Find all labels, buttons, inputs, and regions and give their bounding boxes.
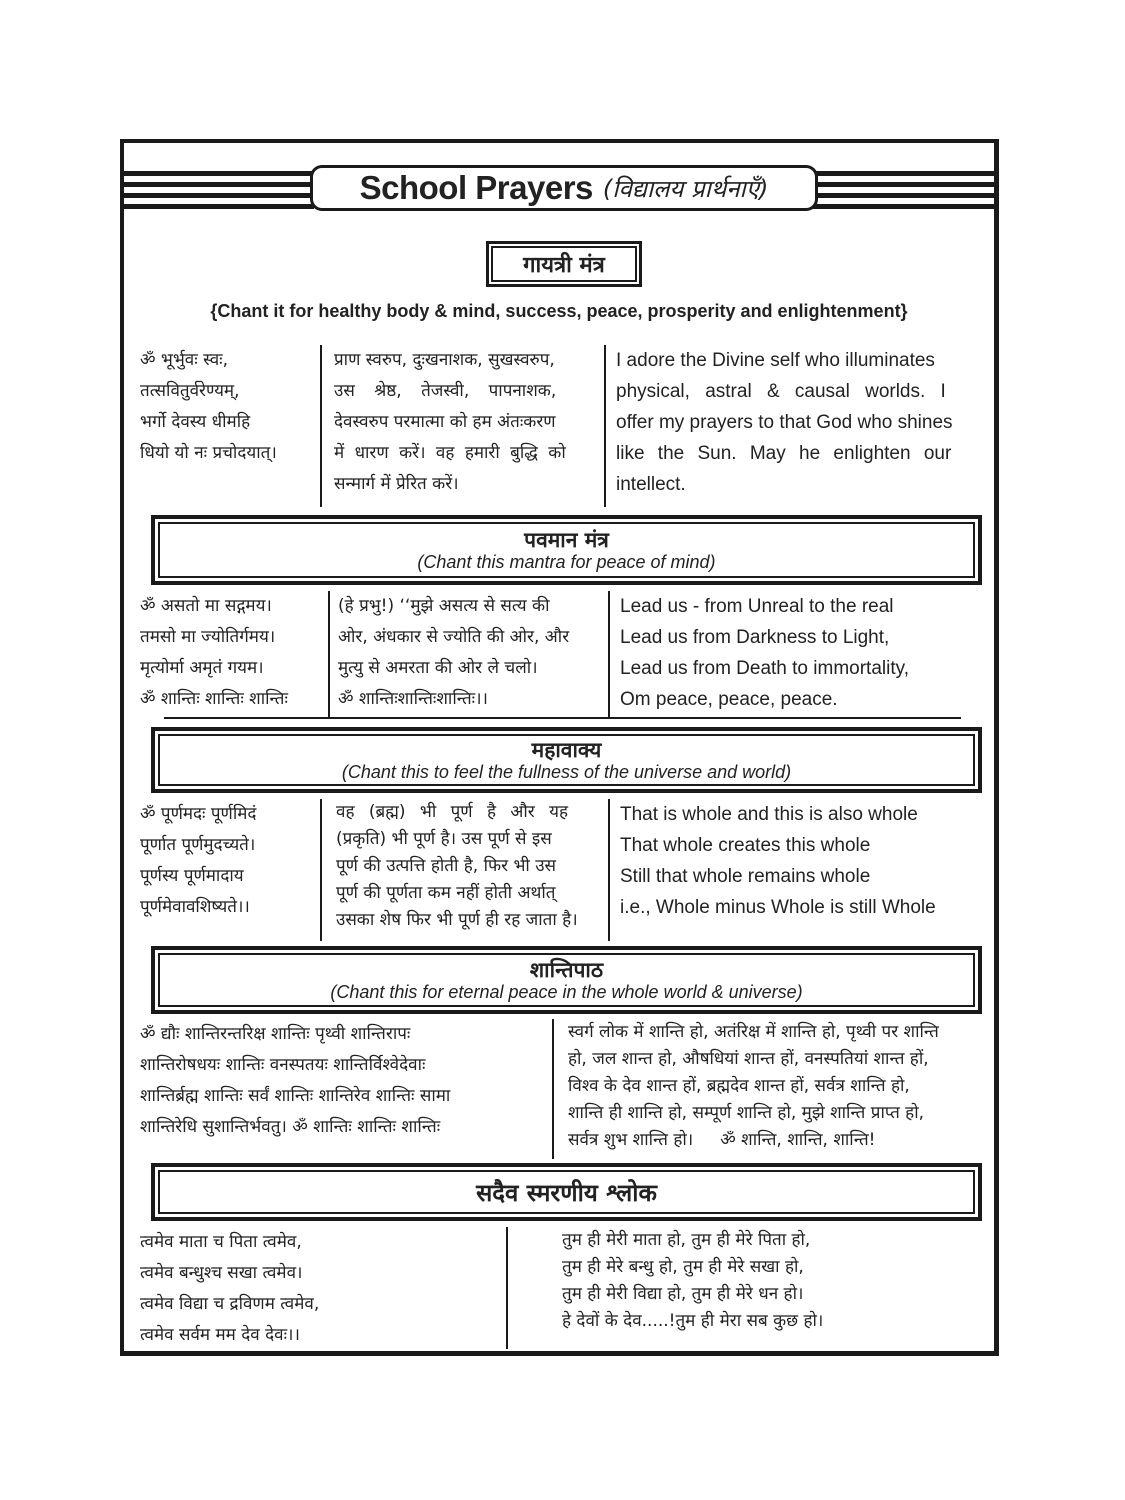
title-stripes-right [809,171,994,209]
smaraniya-columns [140,1227,989,1351]
smaraniya-hindi: तुम ही मेरी माता हो, तुम ही मेरे पिता हो, तुम ही मेरे बन्धु हो, तुम ही मेरे सखा हो, तुम ही मेरी विद्या हो, तुम ही मेरे धन हो। हे देवों के देव.....!तुम ही मेरा सब कुछ हो। [506,1227,989,1349]
mahavakya-hindi: वह (ब्रह्म) भी पूर्ण है और यह (प्रकृति) भी पूर्ण है। उस पूर्ण से इस पूर्ण की उत्पत्ति होती है, फिर भी उस पूर्ण की पूर्णता कम नहीं होती अर्थात् उसका शेष फिर भी पूर्ण ही रह जाता है। [320,799,608,941]
gayatri-sanskrit: ॐ भूर्भुवः स्वः, तत्सवितुर्वरेण्यम्, भर्गो देवस्य धीमहि धियो यो नः प्रचोदयात्। [140,350,277,463]
page-title-hindi: (विद्यालय प्रार्थनाएँ) [602,174,769,203]
section-heading-gayatri: गायत्री मंत्र [486,241,642,287]
shantipath-columns [140,1019,989,1159]
gayatri-columns [140,345,989,507]
mahavakya-columns [140,799,989,941]
pavamana-english: Lead us - from Unreal to the real Lead us from Darkness to Light, Lead us from Death to immortality, Om peace, peace, peace. [608,591,989,717]
title-stripes-left [124,171,314,209]
section-heading-shantipath: शान्तिपाठ (Chant this for eternal peace in the whole world & universe) [151,946,982,1014]
mahavakya-english: That is whole and this is also whole That whole creates this whole Still that whole remains whole i.e., Whole minus Whole is still Whole [608,799,989,941]
page-title [310,165,818,211]
shantipath-hindi: स्वर्ग लोक में शान्ति हो, अतंरिक्ष में शान्ति हो, पृथ्वी पर शान्ति हो, जल शान्त हो, औषधियां शान्त हों, वनस्पतियां शान्त हों, विश्व के देव शान्त हों, ब्रह्मदेव शान्त हों, सर्वत्र शान्ति हो, शान्ति ही शान्ति हो, सम्पूर्ण शान्ति हो, मुझे शान्ति प्राप्त हो, सर्वत्र शुभ शान्ति हो। ॐ शान्ति, शान्ति, शान्ति! [552,1019,989,1159]
pavamana-hindi: (हे प्रभु!) ‘‘मुझे असत्य से सत्य की ओर, अंधकार से ज्योति की ओर, और मुत्यु से अमरता की ओर ले चलो। ॐ शान्तिःशान्तिःशान्तिः।। [328,591,608,717]
pavamana-sanskrit: ॐ असतो मा सद्गमय। तमसो मा ज्योतिर्गमय। मृत्योर्मा अमृतं गयम। ॐ शान्तिः शान्तिः शान्तिः [140,596,288,709]
shantipath-sanskrit: ॐ द्यौः शान्तिरन्तरिक्ष शान्तिः पृथ्वी शान्तिरापः शान्तिरोषधयः शान्तिः वनस्पतयः शान्तिर्विश्वेदेवाः शान्तिर्ब्रह्म शान्तिः सर्वं शान्तिः शान्तिरेव शान्तिः सामा शान्तिरेधि सुशान्तिर्भवतु। ॐ शान्तिः शान्तिः शान्तिः [140,1024,451,1137]
section-heading-mahavakya: महावाक्य (Chant this to feel the fullness of the universe and world) [151,727,982,793]
smaraniya-sanskrit: त्वमेव माता च पिता त्वमेव, त्वमेव बन्धुश्च सखा त्वमेव। त्वमेव विद्या च द्रविणम त्वमेव, त्वमेव सर्वम मम देव देवः।। [140,1232,320,1345]
section-heading-pavamana: पवमान मंत्र (Chant this mantra for peace of mind) [151,515,982,585]
gayatri-hindi: प्राण स्वरुप, दुःखनाशक, सुखस्वरुप, उस श्रेष्ठ, तेजस्वी, पापनाशक, देवस्वरुप परमात्मा को हम अंतःकरण में धारण करें। वह हमारी बुद्धि को सन्मार्ग में प्रेरित करें। [320,345,604,507]
mahavakya-sanskrit: ॐ पूर्णमदः पूर्णमिदं पूर्णात पूर्णमुदच्यते। पूर्णस्य पूर्णमादाय पूर्णमेवावशिष्यते।। [140,804,257,917]
gayatri-english: I adore the Divine self who illuminates physical, astral & causal worlds. I offer my prayers to that God who shines like the Sun. May he enlighten our intellect. [604,345,989,507]
section-heading-smaraniya: सदैव स्मरणीय श्लोक [151,1163,982,1221]
pavamana-columns [140,591,989,717]
page-frame [120,139,999,1356]
page-title-english: School Prayers [359,169,593,206]
divider [164,717,961,719]
gayatri-subtitle: {Chant it for healthy body & mind, success, peace, prosperity and enlightenment} [210,301,908,321]
